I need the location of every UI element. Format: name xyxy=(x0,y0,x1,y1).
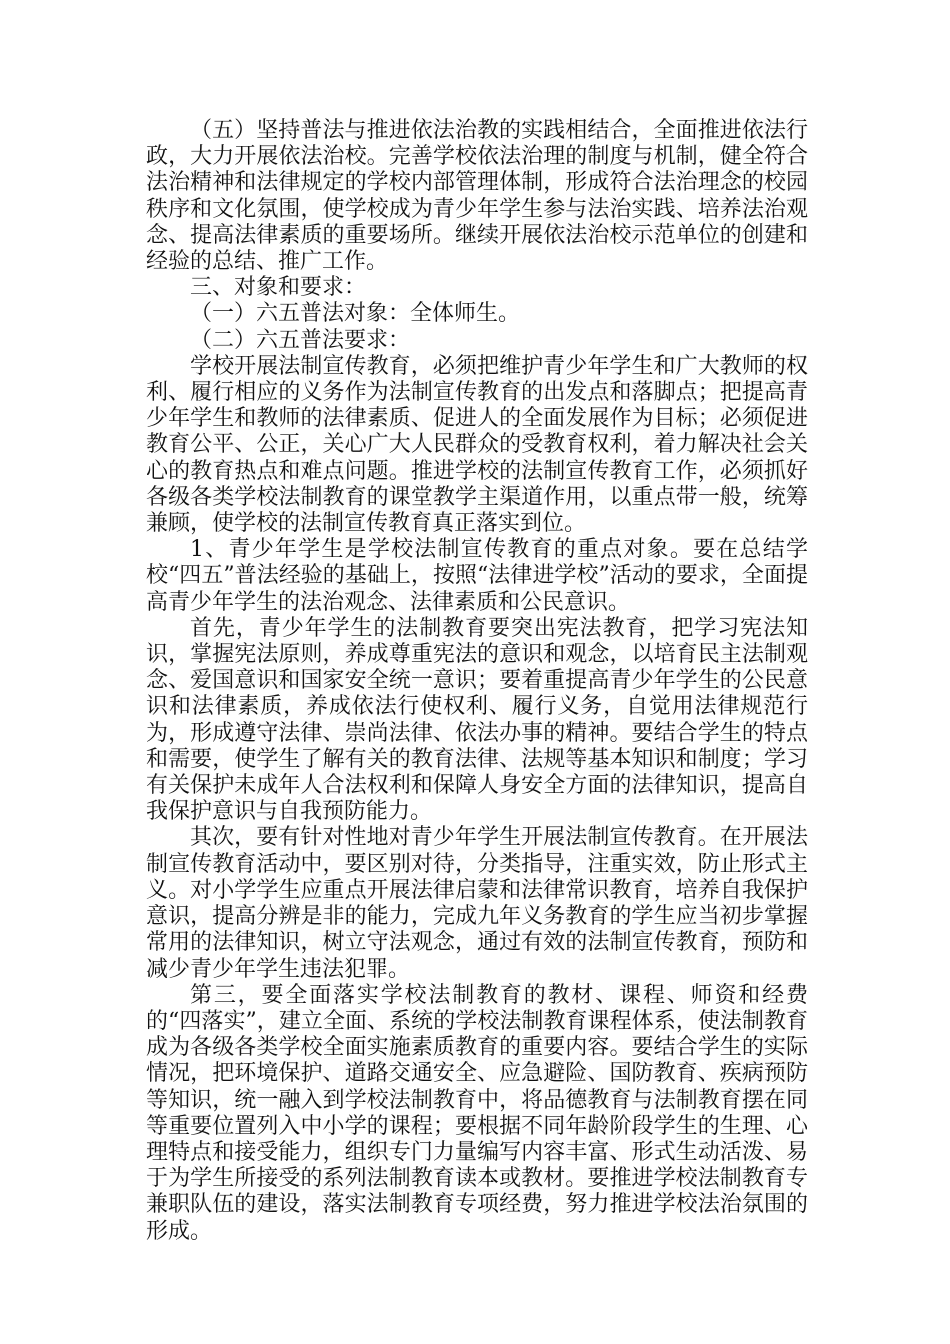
paragraph-third-four-implementations: 第三，要全面落实学校法制教育的教材、课程、师资和经费的“四落实”，建立全面、系统的学校法制教育课程体系，使法制教育成为各级各类学校全面实施素质教育的重要内容。要结合学生的实际情况，把环境保护、道路交通安全、应急避险、国防教育、疾病预防等知识，统一融入到学校法制教育中，将品德教育与法制教育摆在同等重要位置列入中小学的课程；要根据不同年龄阶段学生的生理、心理特点和接受能力，组织专门力量编写内容丰富、形式生动活泼、易于为学生所接受的系列法制教育读本或教材。要推进学校法制教育专兼职队伍的建设，落实法制教育专项经费，努力推进学校法治氛围的形成。 xyxy=(146,982,808,1244)
document-body xyxy=(146,118,808,1245)
paragraph-school-legal-education: 学校开展法制宣传教育，必须把维护青少年学生和广大教师的权利、履行相应的义务作为法制宣传教育的出发点和落脚点；把提高青少年学生和教师的法律素质、促进人的全面发展作为目标；必须促进教育公平、公正，关心广大人民群众的受教育权利，着力解决社会关心的教育热点和难点问题。推进学校的法制宣传教育工作，必须抓好各级各类学校法制教育的课堂教学主渠道作用，以重点带一般，统筹兼顾，使学校的法制宣传教育真正落实到位。 xyxy=(146,353,808,537)
subheading-requirements: （二）六五普法要求： xyxy=(190,327,411,353)
section-heading-targets-requirements: 三、对象和要求： xyxy=(190,275,367,301)
paragraph-second-targeted: 其次，要有针对性地对青少年学生开展法制宣传教育。在开展法制宣传教育活动中，要区别对待，分类指导，注重实效，防止形式主义。对小学学生应重点开展法律启蒙和法律常识教育，培养自我保护意识，提高分辨是非的能力，完成九年义务教育的学生应当初步掌握常用的法律知识，树立守法观念，通过有效的法制宣传教育，预防和减少青少年学生违法犯罪。 xyxy=(146,825,808,982)
paragraph-item-1-students: 1、青少年学生是学校法制宣传教育的重点对象。要在总结学校“四五”普法经验的基础上，按照“法律进学校”活动的要求，全面提高青少年学生的法治观念、法律素质和公民意识。 xyxy=(146,537,808,615)
subheading-targets: （一）六五普法对象：全体师生。 xyxy=(190,301,521,327)
paragraph-5-rule-of-law: （五）坚持普法与推进依法治教的实践相结合，全面推进依法行政，大力开展依法治校。完善学校依法治理的制度与机制，健全符合法治精神和法律规定的学校内部管理体制，形成符合法治理念的校园秩序和文化氛围，使学校成为青少年学生参与法治实践、培养法治观念、提高法律素质的重要场所。继续开展依法治校示范单位的创建和经验的总结、推广工作。 xyxy=(146,118,808,275)
paragraph-first-constitution: 首先，青少年学生的法制教育要突出宪法教育，把学习宪法知识，掌握宪法原则，养成尊重宪法的意识和观念，以培育民主法制观念、爱国意识和国家安全统一意识；要着重提高青少年学生的公民意识和法律素质，养成依法行使权利、履行义务，自觉用法律规范行为，形成遵守法律、崇尚法律、依法办事的精神。要结合学生的特点和需要，使学生了解有关的教育法律、法规等基本知识和制度；学习有关保护未成年人合法权利和保障人身安全方面的法律知识，提高自我保护意识与自我预防能力。 xyxy=(146,615,808,825)
